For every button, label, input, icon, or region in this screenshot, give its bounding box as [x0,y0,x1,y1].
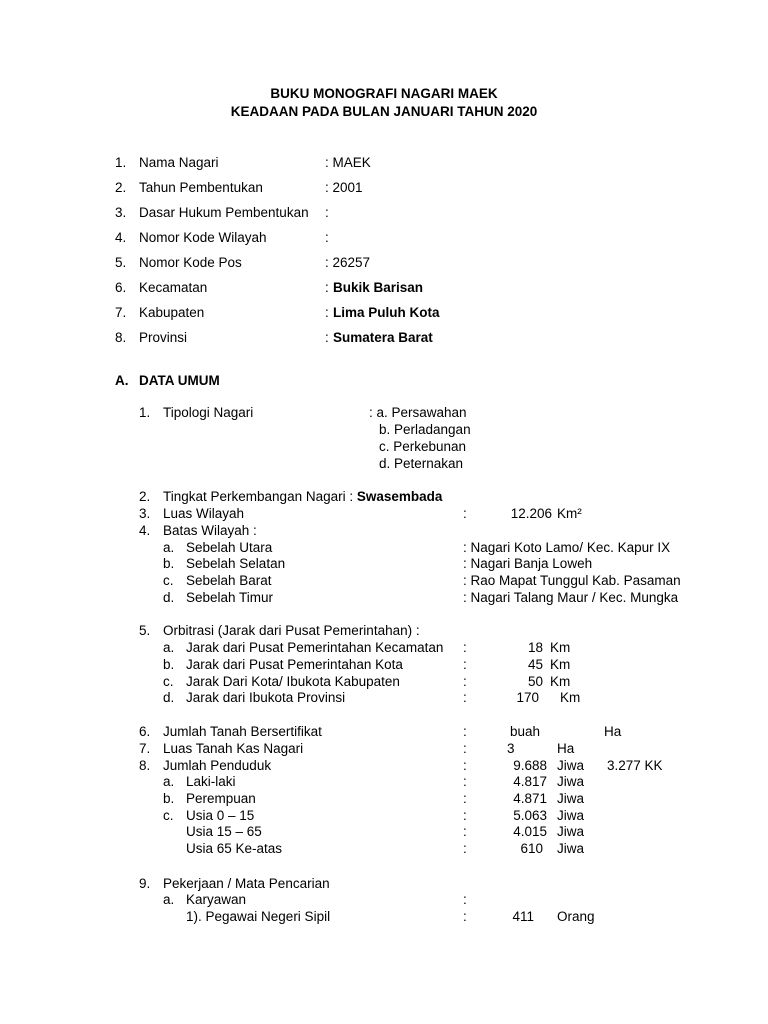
sub-letter: a. [163,774,175,789]
tingkat-value: Swasembada [356,489,443,504]
item-number: 6. [139,724,151,739]
penduduk-item-label: Perempuan [186,791,256,806]
sub-letter: c. [163,674,174,689]
tipologi-option: d. Peternakan [379,456,464,471]
colon: : [463,758,467,773]
sub-letter: a. [163,892,175,907]
row-colon: : [325,280,329,295]
sub-letter: b. [163,556,175,571]
penduduk-item-unit: Jiwa [557,791,585,806]
row-colon: : [325,305,329,320]
penduduk-kk: 3.277 KK [607,758,663,773]
orbitrasi-item-unit: Km [550,640,571,655]
tipologi-option: : a. Persawahan [369,405,467,420]
row-number: 6. [115,280,127,295]
row-value: : [325,230,329,245]
colon: : [463,741,467,756]
orbitrasi-item-value: 50 [527,674,543,689]
row-value: : [325,205,329,220]
batas-item-label: Sebelah Timur [186,590,274,605]
tanah-value: buah [510,724,541,739]
tingkat-label: Tingkat Perkembangan Nagari : [163,489,357,504]
colon: : [463,690,467,705]
document-subtitle: KEADAAN PADA BULAN JANUARI TAHUN 2020 [230,104,538,119]
kas-value: 3 [507,741,515,756]
row-number: 1. [115,155,127,170]
sub-letter: d. [163,590,175,605]
penduduk-unit: Jiwa [557,758,585,773]
colon: : [463,674,467,689]
karyawan-label: Karyawan [186,892,247,907]
batas-item-value: : Nagari Koto Lamo/ Kec. Kapur IX [463,540,671,555]
row-number: 5. [115,255,127,270]
colon: : [463,841,467,856]
colon: : [463,657,467,672]
item-number: 7. [139,741,151,756]
batas-label: Batas Wilayah : [163,523,257,538]
item-number: 2. [139,489,151,504]
row-label: Kabupaten [139,305,205,320]
orbitrasi-item-unit: Km [560,690,581,705]
item-number: 8. [139,758,151,773]
colon: : [463,892,467,907]
tipologi-option: c. Perkebunan [379,439,467,454]
luas-label: Luas Wilayah [163,506,245,521]
row-number: 2. [115,180,127,195]
row-label: Nama Nagari [139,155,219,170]
orbitrasi-item-unit: Km [550,674,571,689]
colon: : [463,774,467,789]
luas-unit: Km² [557,506,582,521]
sub-letter: c. [163,573,174,588]
orbitrasi-item-value: 45 [527,657,543,672]
row-colon: : [325,330,329,345]
orbitrasi-item-label: Jarak dari Ibukota Provinsi [186,690,346,705]
orbitrasi-item-label: Jarak dari Pusat Pemerintahan Kecamatan [186,640,444,655]
batas-item-value: : Rao Mapat Tunggul Kab. Pasaman [463,573,681,588]
section-title: DATA UMUM [139,373,220,388]
pekerjaan-label: Pekerjaan / Mata Pencarian [163,876,330,891]
luas-value: 12.206 [510,506,552,521]
tanah-unit: Ha [604,724,622,739]
penduduk-item-unit: Jiwa [557,808,585,823]
tipologi-label: Tipologi Nagari [163,405,254,420]
row-value: : 26257 [325,255,371,270]
row-value: : MAEK [325,155,371,170]
pns-label: 1). Pegawai Negeri Sipil [186,909,331,924]
row-label: Tahun Pembentukan [139,180,263,195]
penduduk-item-label: Usia 0 – 15 [186,808,255,823]
row-number: 8. [115,330,127,345]
orbitrasi-item-value: 170 [516,690,539,705]
row-number: 4. [115,230,127,245]
kas-unit: Ha [557,741,575,756]
batas-item-value: : Nagari Banja Loweh [463,556,593,571]
item-number: 5. [139,623,151,638]
colon: : [463,791,467,806]
sub-letter: b. [163,657,175,672]
penduduk-item-label: Usia 15 – 65 [186,824,262,839]
tanah-label: Jumlah Tanah Bersertifikat [163,724,322,739]
orbitrasi-item-label: Jarak Dari Kota/ Ibukota Kabupaten [186,674,400,689]
penduduk-item-unit: Jiwa [557,824,585,839]
penduduk-item-value: 4.871 [513,791,547,806]
item-number: 4. [139,523,151,538]
orbitrasi-label: Orbitrasi (Jarak dari Pusat Pemerintahan) : [163,623,420,638]
colon: : [463,824,467,839]
colon: : [463,724,467,739]
penduduk-item-unit: Jiwa [557,774,585,789]
item-number: 9. [139,876,151,891]
document-title: BUKU MONOGRAFI NAGARI MAEK [270,86,498,101]
row-label: Nomor Kode Pos [139,255,242,270]
provinsi-value: Sumatera Barat [333,330,433,345]
penduduk-item-value: 5.063 [513,808,547,823]
penduduk-item-label: Usia 65 Ke-atas [186,841,283,856]
batas-item-value: : Nagari Talang Maur / Kec. Mungka [463,590,679,605]
penduduk-item-value: 610 [520,841,543,856]
section-letter: A. [115,373,129,388]
sub-letter: c. [163,808,174,823]
row-label: Kecamatan [139,280,208,295]
kecamatan-value: Bukik Barisan [333,280,424,295]
batas-item-label: Sebelah Selatan [186,556,286,571]
kas-label: Luas Tanah Kas Nagari [163,741,304,756]
penduduk-item-value: 4.817 [513,774,547,789]
colon: : [463,808,467,823]
pns-unit: Orang [557,909,595,924]
row-number: 3. [115,205,127,220]
row-label: Dasar Hukum Pembentukan [139,205,309,220]
colon: : [463,640,467,655]
pns-value: 411 [512,909,534,924]
colon: : [463,506,467,521]
penduduk-item-unit: Jiwa [557,841,585,856]
row-label: Nomor Kode Wilayah [139,230,267,245]
penduduk-value: 9.688 [513,758,547,773]
sub-letter: d. [163,690,175,705]
orbitrasi-item-value: 18 [527,640,543,655]
batas-item-label: Sebelah Barat [186,573,272,588]
batas-item-label: Sebelah Utara [186,540,273,555]
orbitrasi-item-unit: Km [550,657,571,672]
penduduk-label: Jumlah Penduduk [163,758,272,773]
penduduk-item-label: Laki-laki [186,774,236,789]
row-number: 7. [115,305,127,320]
row-label: Provinsi [139,330,188,345]
sub-letter: a. [163,640,175,655]
tingkat-text [163,489,442,505]
row-value: : 2001 [325,180,363,195]
item-number: 3. [139,506,151,521]
tipologi-option: b. Perladangan [379,422,471,437]
sub-letter: b. [163,791,175,806]
kabupaten-value: Lima Puluh Kota [333,305,440,320]
penduduk-item-value: 4.015 [513,824,547,839]
colon: : [463,909,467,924]
sub-letter: a. [163,540,175,555]
orbitrasi-item-label: Jarak dari Pusat Pemerintahan Kota [186,657,403,672]
item-number: 1. [139,405,151,420]
